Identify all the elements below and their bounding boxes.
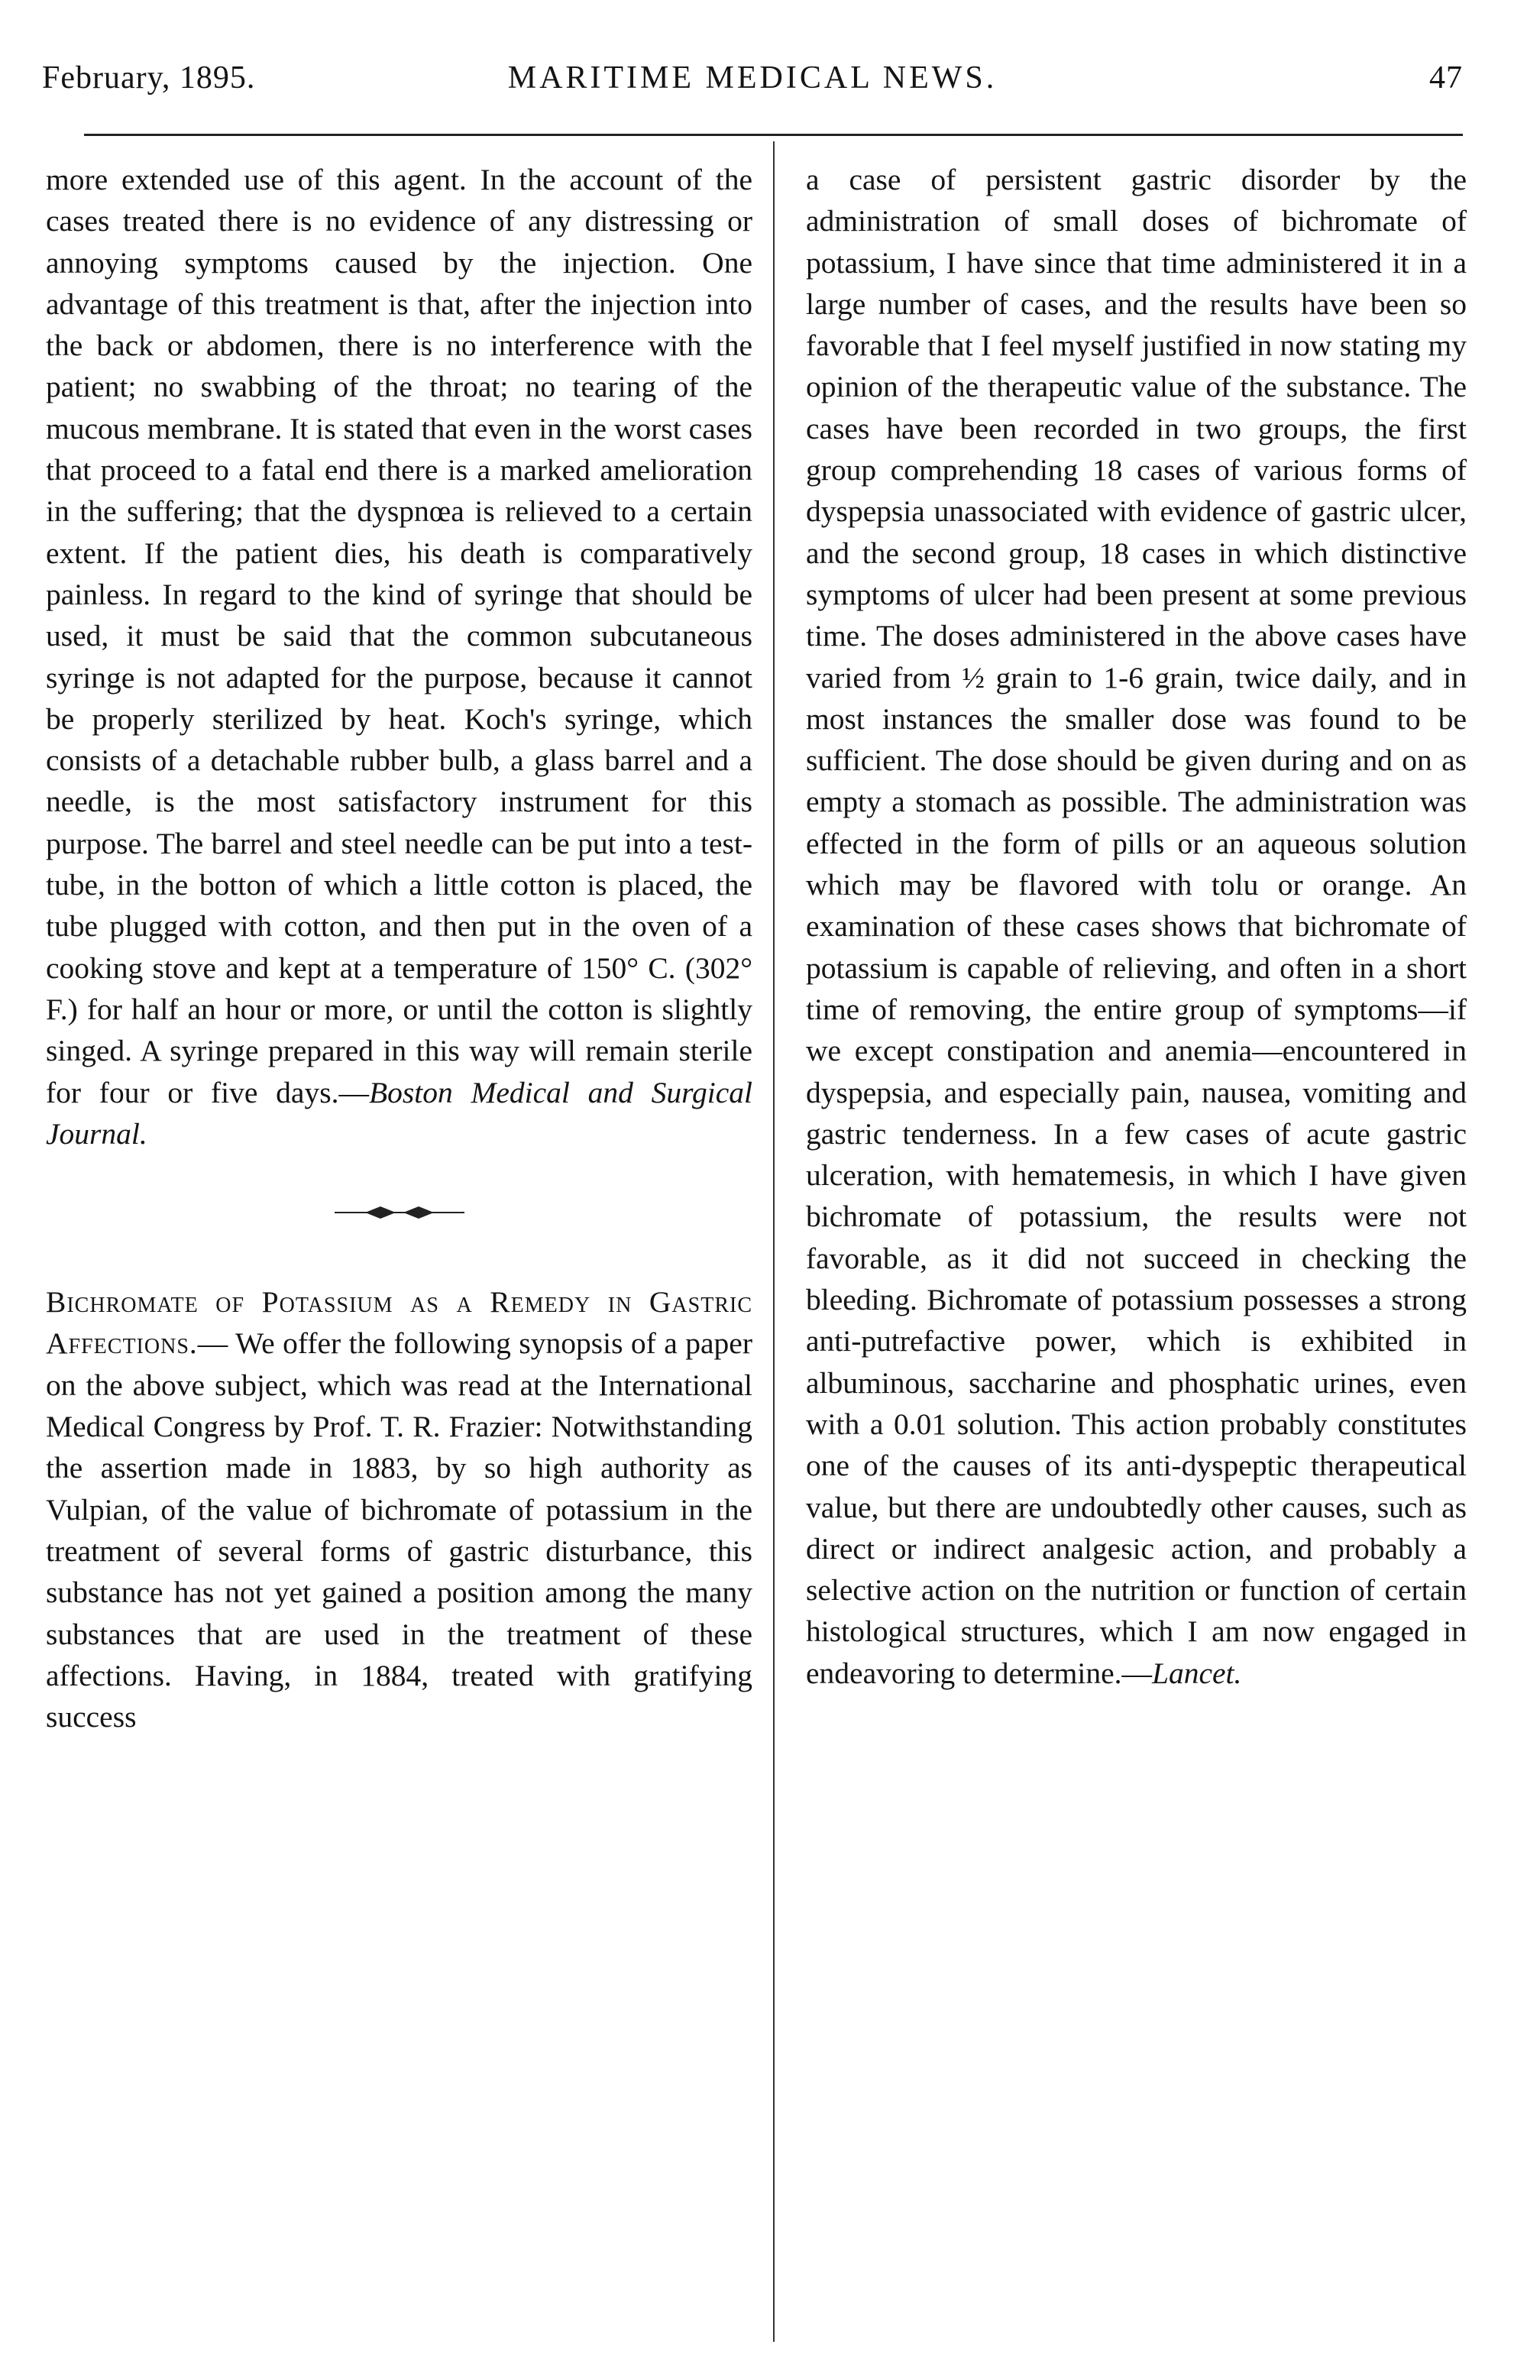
article-end-text: more extended use of this agent. In the account of the cases treated there is no evidence of any distressing or annoying symptoms caused by the injection. One advantage of this treatment is that, after the injection into the back or abdomen, there is no interference with the patient; no swabbing of the throat; no tearing of the mucous membrane. It is stated that even in the worst cases that proceed to a fatal end there is a marked amelioration in the suffering; that the dyspnœa is relieved to a certain extent. If the patient dies, his death is comparatively painless. In regard to the kind of syringe that should be used, it must be said that the common subcutaneous syringe is not adapted for the purpose, because it cannot be properly sterilized by heat. Koch's syringe, which consists of a detachable rubber bulb, a glass barrel and a needle, is the most satisfactory instrument for this purpose. The barrel and steel needle can be put into a test-tube, in the botton of which a little cotton is placed, the tube plugged with cotton, and then put in the oven of a cooking stove and kept at a temperature of 150° C. (302° F.) for half an hour or more, or until the cotton is slightly singed. A syringe prepared in this way will remain sterile for four or five days.— [46, 163, 752, 1109]
column-divider [773, 141, 775, 2342]
bichromate-article [46, 1281, 752, 1737]
article-title-dash: — [197, 1326, 228, 1361]
article-title: Bichromate of Potassium as a Remedy in Gastric Affections. [46, 1285, 752, 1361]
article-continuation-text: a case of persistent gastric disorder by the administration of small doses of bichromate of potassium, I have since that time administered it in a large number of cases, and the results have been so favorable that I feel myself justified in now stating my opinion of the therapeutic value of the substance. The cases have been recorded in two groups, the first group comprehending 18 cases of various forms of dyspepsia unassociated with evidence of gastric ulcer, and the second group, 18 cases in which distinctive symptoms of ulcer had been present at some previous time. The doses administered in the above cases have varied from ½ grain to 1-6 grain, twice daily, and in most instances the smaller dose was found to be sufficient. The dose should be given during and on as empty a stomach as possible. The administration was effected in the form of pills or an aqueous solution which may be flavored with tolu or orange. An examination of these cases shows that bichromate of potassium is capable of relieving, and often in a short time of removing, the entire group of symptoms—if we except constipation and anemia—encountered in dyspepsia, and especially pain, nausea, vomiting and gastric tenderness. In a few cases of acute gastric ulceration, with hematemesis, in which I have given bichromate of potassium, the results were not favorable, as it did not succeed in checking the bleeding. Bichromate of potassium possesses a strong anti-putrefactive power, which is exhibited in albuminous, saccharine and phosphatic urines, even with a 0.01 solution. This action probably constitutes one of the causes of its anti-dyspeptic therapeutical value, but there are undoubtedly other causes, such as direct or indirect analgesic action, and probably a selective action on the nutrition or function of certain histological structures, which I am now engaged in endeavoring to determine.— [806, 163, 1467, 1690]
journal-title: MARITIME MEDICAL NEWS. [507, 60, 998, 96]
issue-date: February, 1895. [42, 60, 256, 96]
article-continuation [806, 159, 1467, 1694]
article-citation: Lancet. [1152, 1656, 1242, 1690]
previous-article-ending [46, 159, 752, 1154]
page-number: 47 [1429, 60, 1463, 96]
header-rule [84, 134, 1463, 136]
section-divider-ornament [335, 1203, 464, 1222]
page-header [42, 60, 1463, 105]
left-column [46, 159, 752, 1737]
right-column [806, 159, 1467, 1694]
article-body: We offer the following synopsis of a paper on the above subject, which was read at the International Medical Congress by Prof. T. R. Frazier: Notwithstanding the assertion made in 1883, by so high authority as Vulpian, of the value of bichromate of potassium in the treatment of several forms of gastric disturbance, this substance has not yet gained a position among the many substances that are used in the treatment of these affections. Having, in 1884, treated with gratifying success [46, 1326, 752, 1734]
article-end-citation: Boston Medical and Surgical Journal. [46, 1075, 752, 1151]
